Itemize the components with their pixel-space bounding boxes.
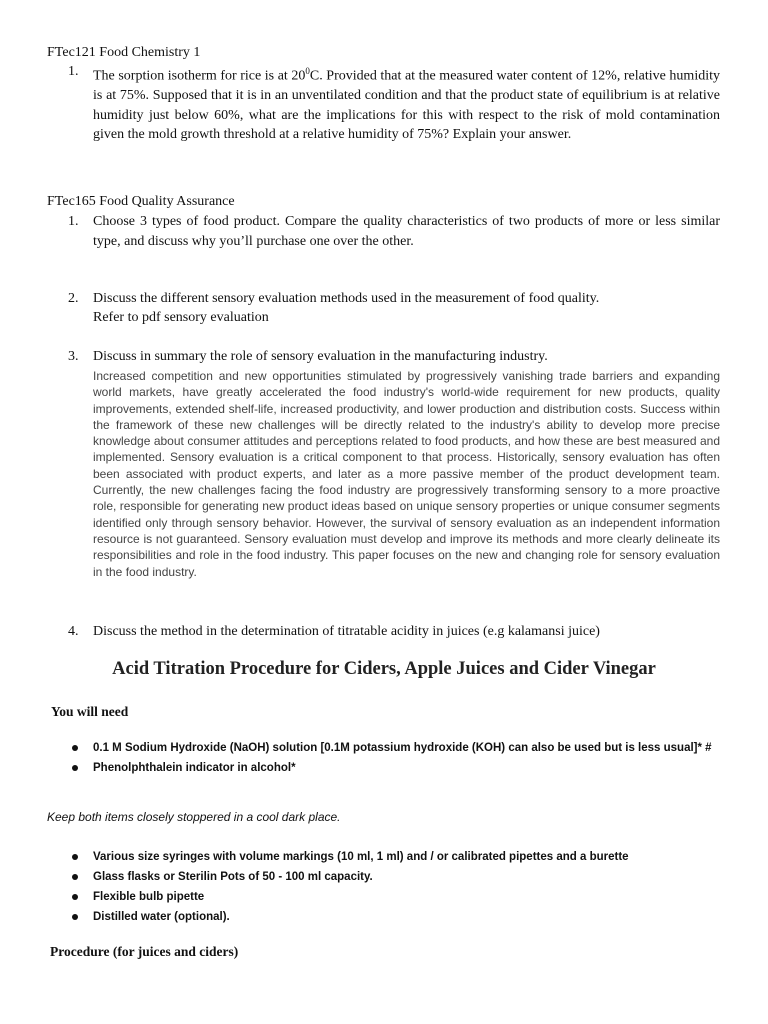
bullet-icon (72, 914, 78, 920)
question-number: 2. (68, 291, 79, 306)
bullet-icon (72, 765, 78, 771)
heading-you-will-need: You will need (51, 704, 129, 719)
list-item: Distilled water (optional). (93, 910, 733, 925)
question-note: Refer to pdf sensory evaluation (93, 310, 269, 325)
question-number: 1. (68, 64, 79, 79)
list-item: Various size syringes with volume markings (10 ml, 1 ml) and / or calibrated pipettes and a burette (93, 850, 733, 865)
question-text-titratable-acidity: Discuss the method in the determination of titratable acidity in juices (e.g kalamansi juice) (93, 624, 600, 639)
superscript-degree: 0 (305, 66, 310, 76)
list-item: 0.1 M Sodium Hydroxide (NaOH) solution [0.1M potassium hydroxide (KOH) can also be used but is less usual]* # (93, 741, 733, 756)
list-item: Phenolphthalein indicator in alcohol* (93, 761, 733, 776)
question-number: 1. (68, 214, 79, 229)
bullet-icon (72, 894, 78, 900)
reagent-list (93, 741, 733, 776)
question-text-sensory-methods: Discuss the different sensory evaluation methods used in the measurement of food quality. (93, 291, 600, 306)
question-text-food-product: Choose 3 types of food product. Compare the quality characteristics of two products of more or less similar type, and discuss why you’ll purchase one over the other. (93, 214, 720, 249)
question-number: 3. (68, 349, 79, 364)
course-title-food-chemistry: FTec121 Food Chemistry 1 (47, 45, 201, 60)
storage-note: Keep both items closely stoppered in a cool dark place. (47, 810, 341, 824)
bullet-icon (72, 745, 78, 751)
question-number: 4. (68, 624, 79, 639)
bullet-icon (72, 854, 78, 860)
answer-paragraph: Increased competition and new opportunities stimulated by progressively vanishing trade barriers and expanding world markets, have greatly accelerated the food industry's world-wide requirement for new products, quality improvements, extended shelf-life, increased productivity, and lower production and distribution costs. Success within the framework of these new challenges will be directly related to the industry's ability to develop more precise knowledge about consumer attitudes and perceptions related to food products, and how these are best measured and implemented. Sensory evaluation is a critical component to that process. Historically, sensory evaluation has often been associated with product experts, and later as a more passive member of the product development team. Currently, the new challenges facing the food industry are progressively transforming sensory to a more proactive role, responsible for generating new product ideas based on unique sensory properties or unique consumer segments identified only through sensory behavior. However, the survival of sensory evaluation as an independent information resource is not guaranteed. Sensory evaluation must develop and improve its methods and more clearly delineate its responsibilities and role in the food industry. This paper focuses on the new and changing role for sensory evaluation in the food industry. (93, 369, 720, 579)
list-item: Flexible bulb pipette (93, 890, 733, 905)
list-item: Glass flasks or Sterilin Pots of 50 - 100 ml capacity. (93, 870, 733, 885)
question-text-sorption: The sorption isotherm for rice is at $20^0C$. Provided that at the measured water content of 12%, relative humidity is at 75%. Supposed that it is in an unventilated condition and that the product state of equilibrium is at relative humidity just below 60%, what are the implications for this with respect to the risk of mold contamination given the mold growth threshold at a relative humidity of 75%? Explain your answer. (93, 66, 720, 143)
procedure-title: Acid Titration Procedure for Ciders, Apple Juices and Cider Vinegar (112, 659, 656, 679)
heading-procedure: Procedure (for juices and ciders) (50, 944, 239, 959)
question-text-sensory-role: Discuss in summary the role of sensory evaluation in the manufacturing industry. (93, 349, 548, 364)
bullet-icon (72, 874, 78, 880)
course-title-food-quality-assurance: FTec165 Food Quality Assurance (47, 194, 235, 209)
equipment-list (93, 850, 733, 925)
